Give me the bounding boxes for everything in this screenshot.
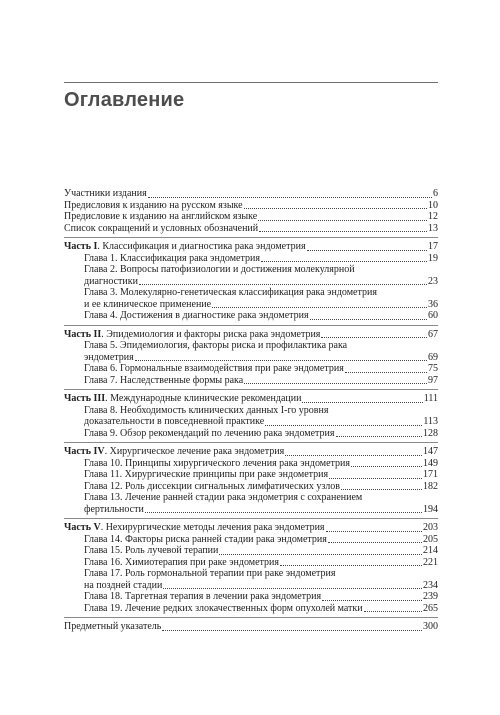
part-entry[interactable]: [64, 446, 438, 458]
part-entry[interactable]: [64, 329, 438, 341]
chapter-line: [64, 568, 438, 580]
chapter-entry[interactable]: [64, 481, 438, 493]
chapter-line: [64, 340, 438, 352]
dot-leader: [135, 359, 427, 361]
dot-leader: [307, 249, 427, 251]
toc-entry[interactable]: [64, 211, 438, 223]
page-number: 69: [428, 351, 438, 363]
part-label: Часть IV: [64, 446, 105, 457]
toc-entry[interactable]: [64, 200, 438, 212]
table-of-contents: [64, 188, 438, 639]
toc-entry[interactable]: [64, 188, 438, 200]
page-number: 12: [428, 211, 438, 222]
front-matter-group: [64, 188, 438, 238]
chapter-entry[interactable]: [64, 253, 438, 265]
page-number: 113: [423, 416, 438, 427]
part-heading: [64, 241, 306, 253]
chapter-title: Глава 7. Наследственные формы рака: [84, 374, 244, 386]
entry-title: Участники издания: [64, 188, 147, 199]
chapter-line: [64, 405, 438, 417]
page-number: 265: [423, 602, 438, 614]
page-number: 234: [423, 579, 438, 591]
dot-leader: [258, 219, 427, 221]
dot-leader: [328, 541, 422, 543]
dot-leader: [139, 283, 427, 285]
page-number: 111: [423, 393, 438, 404]
page-number: 75: [428, 363, 438, 374]
dot-leader: [364, 610, 422, 612]
page-number: 300: [423, 621, 438, 632]
entry-title: Предисловие к изданию на английском языке: [64, 211, 258, 222]
chapter-title: доказательности в повседневной практике: [84, 416, 265, 427]
dot-leader: [148, 196, 432, 198]
page-number: 60: [428, 310, 438, 321]
page-number: 182: [423, 480, 438, 492]
chapter-title: Глава 16. Химиотерапия при раке эндометрия: [84, 556, 279, 568]
chapter-title: Глава 9. Обзор рекомендаций по лечению рака эндометрия: [84, 427, 335, 439]
dot-leader: [244, 207, 427, 209]
dot-leader: [244, 382, 427, 384]
dot-leader: [265, 424, 422, 426]
chapter-title: Глава 4. Достижения в диагностике рака эндометрия: [84, 310, 309, 321]
page-number: 13: [428, 222, 438, 234]
chapter-title: Глава 6. Гормональные взаимодействия при раке эндометрия: [84, 363, 344, 374]
chapter-title: Глава 10. Принципы хирургического лечения рака эндометрия: [84, 457, 351, 469]
chapter-entry[interactable]: [64, 469, 438, 481]
part-label: Часть I: [64, 241, 98, 252]
chapter-entry[interactable]: [64, 603, 438, 615]
dot-leader: [212, 306, 427, 308]
dot-leader: [329, 477, 422, 479]
chapter-entry[interactable]: [64, 545, 438, 557]
chapter-line: [64, 580, 438, 592]
chapter-title: на поздней стадии: [84, 579, 163, 591]
page-number: 17: [428, 241, 438, 252]
page-number: 10: [428, 199, 438, 211]
part-title: . Международные клинические рекомендации: [105, 393, 302, 404]
page-number: 214: [423, 545, 438, 556]
page-number: 203: [423, 522, 438, 533]
part-group: [64, 522, 438, 618]
page-number: 205: [423, 533, 438, 545]
entry-title: Список сокращений и условных обозначений: [64, 222, 259, 234]
chapter-title: фертильности: [84, 503, 144, 515]
chapter-title: Глава 14. Факторы риска ранней стадии рака эндометрия: [84, 533, 327, 545]
page-number: 171: [423, 469, 438, 480]
part-label: Часть V: [64, 522, 101, 533]
chapter-title: Глава 13. Лечение ранней стадии рака эндометрия с сохранением: [84, 492, 363, 503]
chapter-entry[interactable]: [64, 591, 438, 603]
part-title: . Эпидемиология и факторы риска рака эндометрия: [101, 328, 321, 340]
dot-leader: [345, 371, 427, 373]
page-number: 23: [428, 275, 438, 287]
page-number: 147: [423, 446, 438, 457]
top-rule: [64, 82, 438, 83]
part-group: [64, 446, 438, 519]
chapter-title: Глава 2. Вопросы патофизиологии и достижения молекулярной: [84, 264, 355, 275]
part-title: . Хирургическое лечение рака эндометрия: [104, 446, 285, 457]
chapter-entry[interactable]: [64, 363, 438, 375]
part-title: . Нехирургические методы лечения рака эндометрия: [100, 522, 325, 533]
part-heading: [64, 393, 301, 405]
chapter-entry[interactable]: [64, 310, 438, 322]
chapter-title: Глава 15. Роль лучевой терапии: [84, 545, 219, 556]
page-number: 36: [428, 298, 438, 310]
part-group: [64, 329, 438, 391]
page-number: 149: [423, 457, 438, 469]
part-label: Часть III: [64, 393, 106, 404]
dot-leader: [162, 629, 422, 631]
dot-leader: [351, 465, 422, 467]
index-group: [64, 621, 438, 636]
page-number: 221: [423, 556, 438, 568]
page-number: 239: [423, 591, 438, 602]
part-group: [64, 393, 438, 443]
page-number: 19: [428, 252, 438, 264]
chapter-line: [64, 276, 438, 288]
dot-leader: [302, 401, 422, 403]
chapter-title: Глава 18. Таргетная терапия в лечении рака эндометрия: [84, 591, 322, 602]
page-number: 6: [433, 188, 438, 199]
chapter-title: Глава 1. Классификация рака эндометрия: [84, 252, 260, 264]
chapter-title: Глава 17. Роль гормональной терапии при раке эндометрия: [84, 568, 336, 579]
part-group: [64, 241, 438, 326]
page-title: Оглавление: [64, 89, 185, 111]
dot-leader: [336, 435, 423, 437]
chapter-entry[interactable]: [64, 287, 438, 310]
chapter-line: [64, 299, 438, 311]
page-number: 97: [428, 374, 438, 386]
part-heading: [64, 522, 325, 534]
chapter-line: [64, 287, 438, 299]
chapter-title: и ее клиническое применение: [84, 298, 212, 310]
toc-entry[interactable]: [64, 223, 438, 235]
chapter-line: [64, 416, 438, 428]
dot-leader: [219, 553, 422, 555]
chapter-line: [64, 352, 438, 364]
entry-title: Предметный указатель: [64, 621, 162, 632]
chapter-title: Глава 11. Хирургические принципы при раке эндометрия: [84, 469, 329, 480]
chapter-title: Глава 12. Роль диссекции сигнальных лимфатических узлов: [84, 480, 340, 492]
dot-leader: [259, 230, 427, 232]
chapter-entry[interactable]: [64, 375, 438, 387]
chapter-title: Глава 5. Эпидемиология, факторы риска и профилактика рака: [84, 340, 348, 351]
dot-leader: [341, 488, 422, 490]
chapter-entry[interactable]: [64, 264, 438, 287]
dot-leader: [322, 599, 422, 601]
toc-entry-index[interactable]: [64, 621, 438, 633]
page-number: 194: [423, 503, 438, 515]
dot-leader: [163, 587, 422, 589]
chapter-entry[interactable]: [64, 534, 438, 546]
chapter-entry[interactable]: [64, 428, 438, 440]
chapter-entry[interactable]: [64, 405, 438, 428]
part-entry[interactable]: [64, 241, 438, 253]
dot-leader: [280, 564, 422, 566]
chapter-title: Глава 3. Молекулярно-генетическая классификация рака эндометрия: [84, 287, 377, 298]
dot-leader: [321, 336, 427, 338]
part-heading: [64, 446, 284, 458]
part-entry[interactable]: [64, 522, 438, 534]
part-heading: [64, 329, 320, 341]
chapter-title: Глава 8. Необходимость клинических данных I-го уровня: [84, 404, 329, 416]
chapter-title: диагностики: [84, 275, 138, 287]
chapter-title: Глава 19. Лечение редких злокачественных форм опухолей матки: [84, 602, 363, 614]
dot-leader: [261, 260, 427, 262]
chapter-line: [64, 264, 438, 276]
chapter-line: [64, 504, 438, 516]
chapter-title: эндометрия: [84, 351, 134, 363]
dot-leader: [285, 454, 422, 456]
page-number: 67: [428, 328, 438, 340]
dot-leader: [326, 530, 422, 532]
part-label: Часть II: [64, 328, 102, 340]
chapter-entry[interactable]: [64, 568, 438, 591]
chapter-entry[interactable]: [64, 340, 438, 363]
entry-title: Предисловия к изданию на русском языке: [64, 199, 243, 211]
page-number: 128: [423, 427, 438, 439]
part-entry[interactable]: [64, 393, 438, 405]
chapter-entry[interactable]: [64, 492, 438, 515]
chapter-entry[interactable]: [64, 458, 438, 470]
chapter-entry[interactable]: [64, 557, 438, 569]
chapter-line: [64, 492, 438, 504]
dot-leader: [145, 511, 422, 513]
part-title: . Классификация и диагностика рака эндометрия: [97, 241, 306, 252]
dot-leader: [310, 318, 427, 320]
